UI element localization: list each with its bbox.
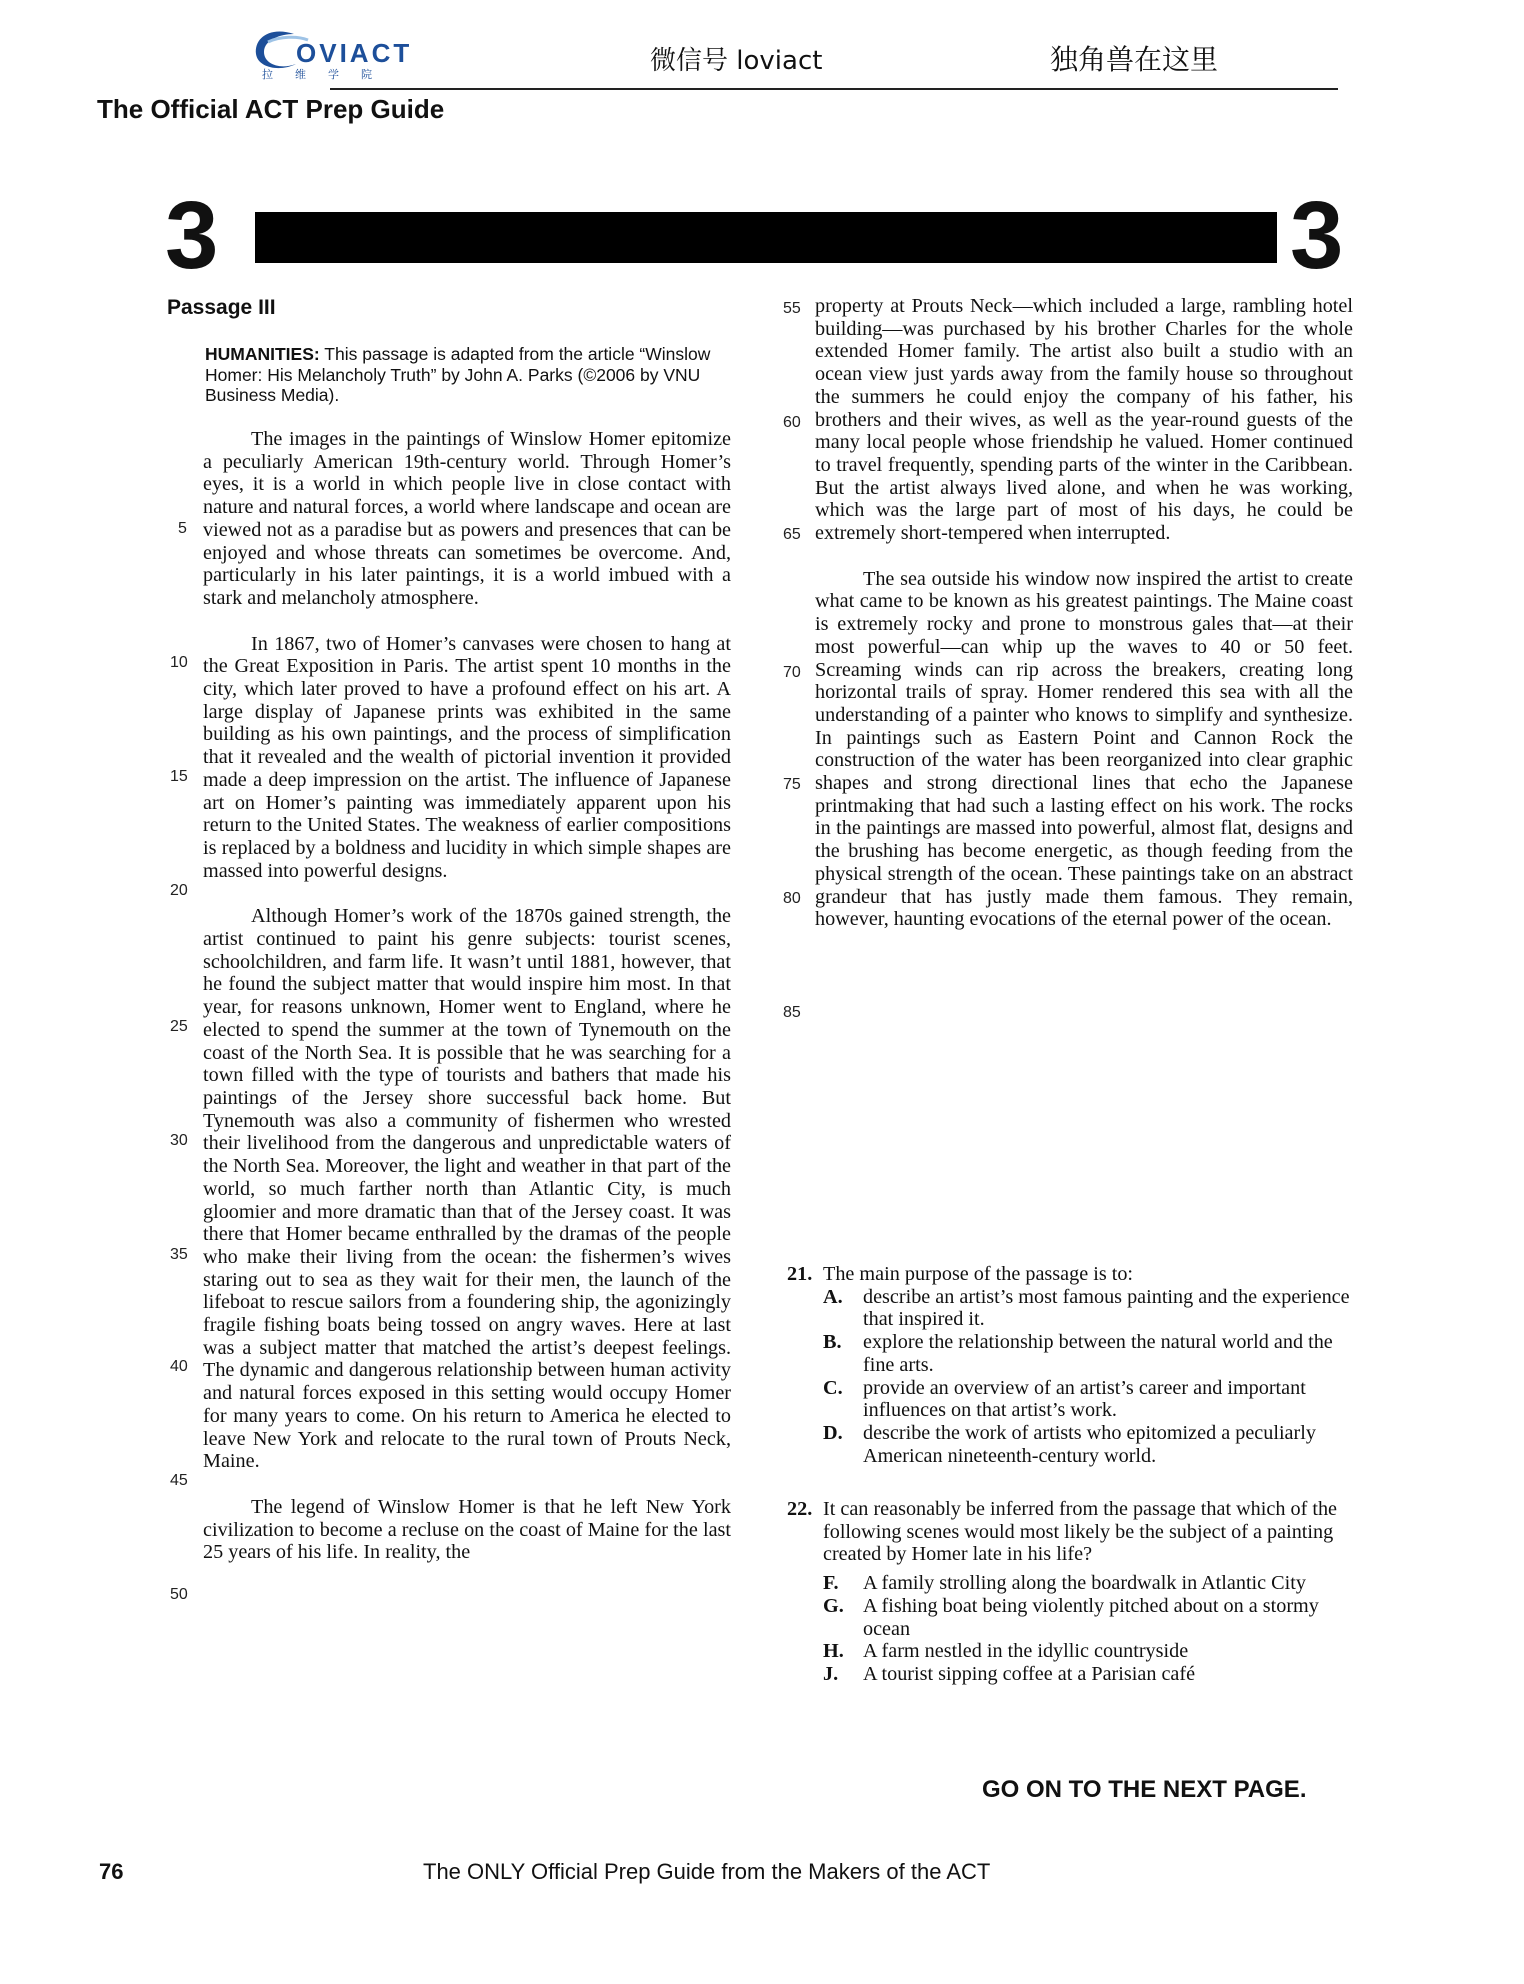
line-number: 60	[783, 414, 801, 431]
passage-intro	[205, 344, 730, 406]
line-number: 80	[783, 890, 801, 907]
line-number: 70	[783, 664, 801, 681]
passage-paragraph: Although Homer’s work of the 1870s gained strength, the artist continued to paint his genre subjects: tourist scenes, schoolchildren, and farm life. It wasn’t until 1881, however, that he found the subject matter that would inspire him most. In that year, for reasons unknown, Homer went to England, where he elected to spend the summer at the town of Tynemouth on the coast of the North Sea. It is possible that he was searching for a town filled with the type of tourists and bathers that made his paintings of the Jersey shore successful back home. But Tynemouth was also a community of fishermen who wrested their livelihood from the dangerous and unpredictable waters of the North Sea. Moreover, the light and weather in that part of the world, so much farther north than Atlantic City, is much gloomier and more dramatic than that of the Jersey coast. It was there that Homer became enthralled by the dramas of the people who make their living from the ocean: the fishermen’s wives staring out to sea as they wait for their men, the launch of the lifeboat to rescue sailors from a foundering ship, the agonizingly fragile fishing boats being tossed on angry waves. Here at last was a subject matter that matched the artist’s deepest feelings. The dynamic and dangerous relationship between human activity and natural forces exposed in this setting would occupy Homer for many years to come. On his return to America he elected to leave New York and relocate to the rural town of Prouts Neck, Maine.	[203, 905, 731, 1473]
go-next-page: GO ON TO THE NEXT PAGE.	[982, 1776, 1307, 1803]
line-number: 10	[170, 654, 188, 671]
page-number: 76	[99, 1859, 124, 1884]
intro-text: This passage is adapted from the article “Winslow Homer: His Melancholy Truth” by John A. Parks (©2006 by VNU Business Media).	[205, 344, 711, 405]
line-number: 25	[170, 1018, 188, 1035]
passage-left-column	[203, 428, 731, 1564]
passage-paragraph: property at Prouts Neck—which included a large, rambling hotel building—was purchased by his brother Charles for the whole extended Homer family. The artist also built a studio with an ocean view just yards away from the family house so throughout the summers he could enjoy the company of his father, his brothers and their wives, as well as the year-round guests of the many local people whose friendship he valued. Homer continued to travel frequently, spending parts of the winter in the Caribbean. But the artist always lived alone, and when he was working, which was the large part of most of his days, he could be extremely short-tempered when interrupted.	[815, 295, 1353, 545]
answer-option-d[interactable]: D. describe the work of artists who epitomized a peculiarly American nineteenth-century world.	[823, 1421, 1316, 1467]
passage-paragraph: The sea outside his window now inspired the artist to create what came to be known as his greatest paintings. The Maine coast is extremely rocky and prone to monstrous gales that—at their most powerful—can whip up the waves to 40 or 50 feet. Screaming winds can rip across the breakers, creating long horizontal trails of spray. Homer rendered this sea with all the understanding of a painter who knows to simplify and synthesize. In paintings such as Eastern Point and Cannon Rock the construction of the water has been reorganized into clear graphic shapes and strong directional lines that echo the Japanese printmaking that had such a lasting effect on his work. The rocks in the paintings are massed into powerful, almost flat, designs and the brushing has become energetic, as though feeding from the physical strength of the ocean. These paintings take on an abstract grandeur that has justly made them famous. They remain, however, haunting evocations of the eternal power of the ocean.	[815, 567, 1353, 931]
passage-paragraph: The images in the paintings of Winslow Homer epitomize a peculiarly American 19th-century world. Through Homer’s eyes, it is a world in which people live in close contact with nature and natural forces, a world where landscape and ocean are viewed not as a paradise but as powers and presences that can be enjoyed and whose threats can sometimes be overcome. And, particularly in his later paintings, it is a world imbued with a stark and melancholy atmosphere.	[203, 428, 731, 609]
line-number: 30	[170, 1132, 188, 1149]
passage-right-column	[815, 295, 1353, 931]
line-number: 85	[783, 1004, 801, 1021]
wechat-id: 微信号 loviact	[650, 46, 823, 76]
line-number: 65	[783, 526, 801, 543]
line-number: 35	[170, 1246, 188, 1263]
header-tagline: 独角兽在这里	[1050, 43, 1219, 76]
header-divider	[330, 88, 1338, 90]
answer-option-f[interactable]: F. A family strolling along the boardwalk in Atlantic City	[823, 1572, 1306, 1595]
question-stem: The main purpose of the passage is to:	[823, 1263, 1134, 1285]
passage-paragraph: In 1867, two of Homer’s canvases were chosen to hang at the Great Exposition in Paris. The artist spent 10 months in the city, which later proved to have a profound effect on his art. A large display of Japanese prints was exhibited in the same building as his own paintings, and the process of simplification that it revealed and the wealth of pictorial invention it provided made a deep impression on the artist. The influence of Japanese art on Homer’s painting was immediately apparent upon his return to the United States. The weakness of earlier compositions is replaced by a boldness and lucidity in which simple shapes are massed into powerful designs.	[203, 632, 731, 882]
passage-label: Passage III	[167, 296, 276, 319]
footer-tagline: The ONLY Official Prep Guide from the Makers of the ACT	[423, 1859, 991, 1884]
section-bar	[255, 212, 1277, 263]
answer-option-b[interactable]: B. explore the relationship between the natural world and the fine arts.	[823, 1331, 1333, 1376]
logo-subtitle: 拉维学院	[262, 68, 394, 81]
answer-option-j[interactable]: J. A tourist sipping coffee at a Parisian café	[823, 1662, 1196, 1685]
line-number: 75	[783, 776, 801, 793]
question-number: 21.	[787, 1263, 813, 1285]
line-number: 45	[170, 1472, 188, 1489]
section-number-right: 3	[1290, 182, 1344, 289]
question-number: 22.	[787, 1498, 813, 1520]
guide-title: The Official ACT Prep Guide	[97, 94, 445, 124]
line-number: 15	[170, 768, 188, 785]
question-22	[787, 1498, 1355, 1686]
answer-option-a[interactable]: A. describe an artist’s most famous painting and the experience that inspired it.	[823, 1285, 1350, 1331]
answer-option-c[interactable]: C. provide an overview of an artist’s career and important influences on that artist’s work.	[823, 1376, 1306, 1422]
question-21	[787, 1263, 1355, 1467]
intro-label: HUMANITIES:	[205, 344, 320, 364]
question-stem: It can reasonably be inferred from the passage that which of the following scenes would most likely be the subject of a painting created by Homer late in his life?	[823, 1498, 1338, 1566]
line-number: 55	[783, 300, 801, 317]
answer-option-g[interactable]: G. A fishing boat being violently pitched about on a stormy ocean	[823, 1594, 1319, 1640]
line-number: 50	[170, 1586, 188, 1603]
logo-wordmark: OVIACT	[296, 38, 413, 68]
line-number: 5	[178, 520, 187, 537]
section-number-left: 3	[165, 182, 219, 289]
line-number: 40	[170, 1358, 188, 1375]
passage-paragraph: The legend of Winslow Homer is that he left New York civilization to become a recluse on the coast of Maine for the last 25 years of his life. In reality, the	[203, 1495, 731, 1564]
line-number: 20	[170, 882, 188, 899]
answer-option-h[interactable]: H. A farm nestled in the idyllic countryside	[823, 1640, 1189, 1663]
